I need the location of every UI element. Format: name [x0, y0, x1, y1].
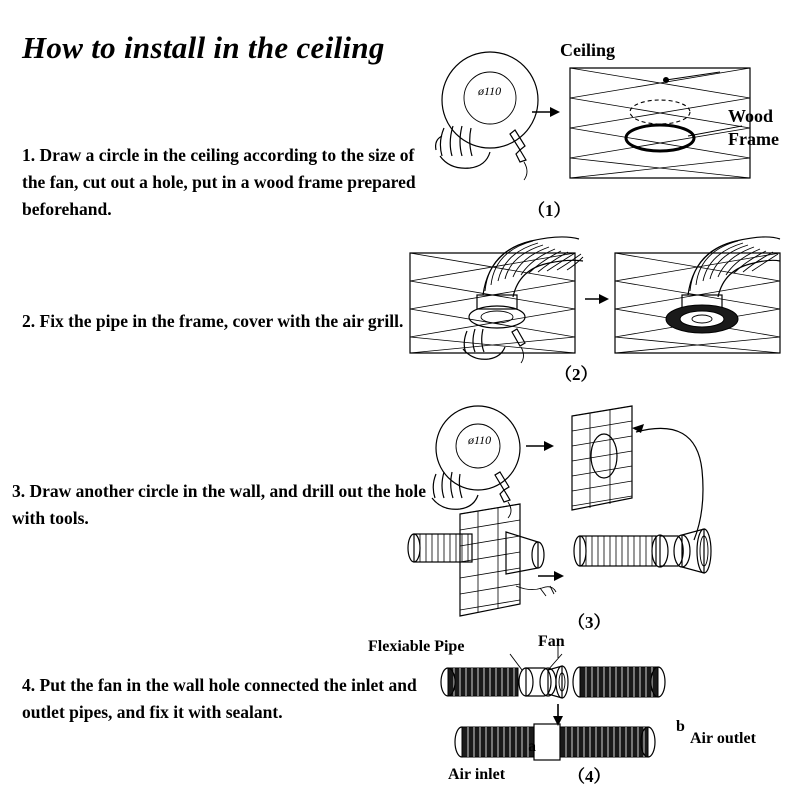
wood-frame-label-line2: Frame: [728, 129, 779, 149]
ceiling-panel-2-right: [615, 237, 780, 353]
figure-3-caption: （3）: [568, 613, 611, 632]
marker-b-label: b: [676, 718, 685, 735]
figure-1-caption: （1）: [528, 201, 571, 220]
step-1-text: 1. Draw a circle in the ceiling according to the size of the fan, cut out a hole, put in a wood frame prepared beforehand.: [22, 145, 416, 219]
ceiling-label: Ceiling: [560, 40, 616, 60]
exploded-assembly: [441, 666, 665, 698]
step-2-text: 2. Fix the pipe in the frame, cover with the air grill.: [22, 311, 404, 331]
figure-4-caption: （4）: [568, 767, 611, 786]
fan-label: Fan: [538, 633, 565, 650]
figure-4-diagram: [430, 630, 760, 775]
wood-frame-label-line1: Wood: [728, 106, 774, 126]
flexiable-pipe-label: Flexiable Pipe: [368, 638, 465, 655]
figure-2-diagram: [405, 225, 785, 365]
ceiling-panel-1: [570, 68, 750, 178]
magnifier-circle-2: [436, 406, 520, 490]
air-outlet-label: Air outlet: [690, 730, 756, 747]
flexible-duct-right: [688, 237, 780, 297]
diameter-label-1: ø110: [478, 84, 502, 98]
figure-2-caption: （2）: [555, 365, 598, 384]
diameter-label-2: ø110: [468, 433, 492, 447]
wall-block-upper: [572, 406, 632, 510]
cable-curve: [636, 428, 703, 540]
pipe-right: [574, 529, 711, 573]
figure-3-diagram: [420, 398, 790, 623]
step-3-text: 3. Draw another circle in the wall, and drill out the hole with tools.: [12, 481, 426, 528]
assembled-unit: [455, 724, 655, 760]
ceiling-panel-2-left: [410, 237, 583, 363]
page-title: How to install in the ceiling: [22, 30, 385, 65]
step-4-text: 4. Put the fan in the wall hole connected the inlet and outlet pipes, and fix it with sealant.: [22, 675, 417, 722]
magnifier-circle: [442, 52, 538, 148]
pipe-left: [408, 534, 472, 562]
air-inlet-label: Air inlet: [448, 766, 506, 783]
marker-a-label: a: [528, 738, 536, 755]
wall-block-lower: [460, 504, 520, 616]
